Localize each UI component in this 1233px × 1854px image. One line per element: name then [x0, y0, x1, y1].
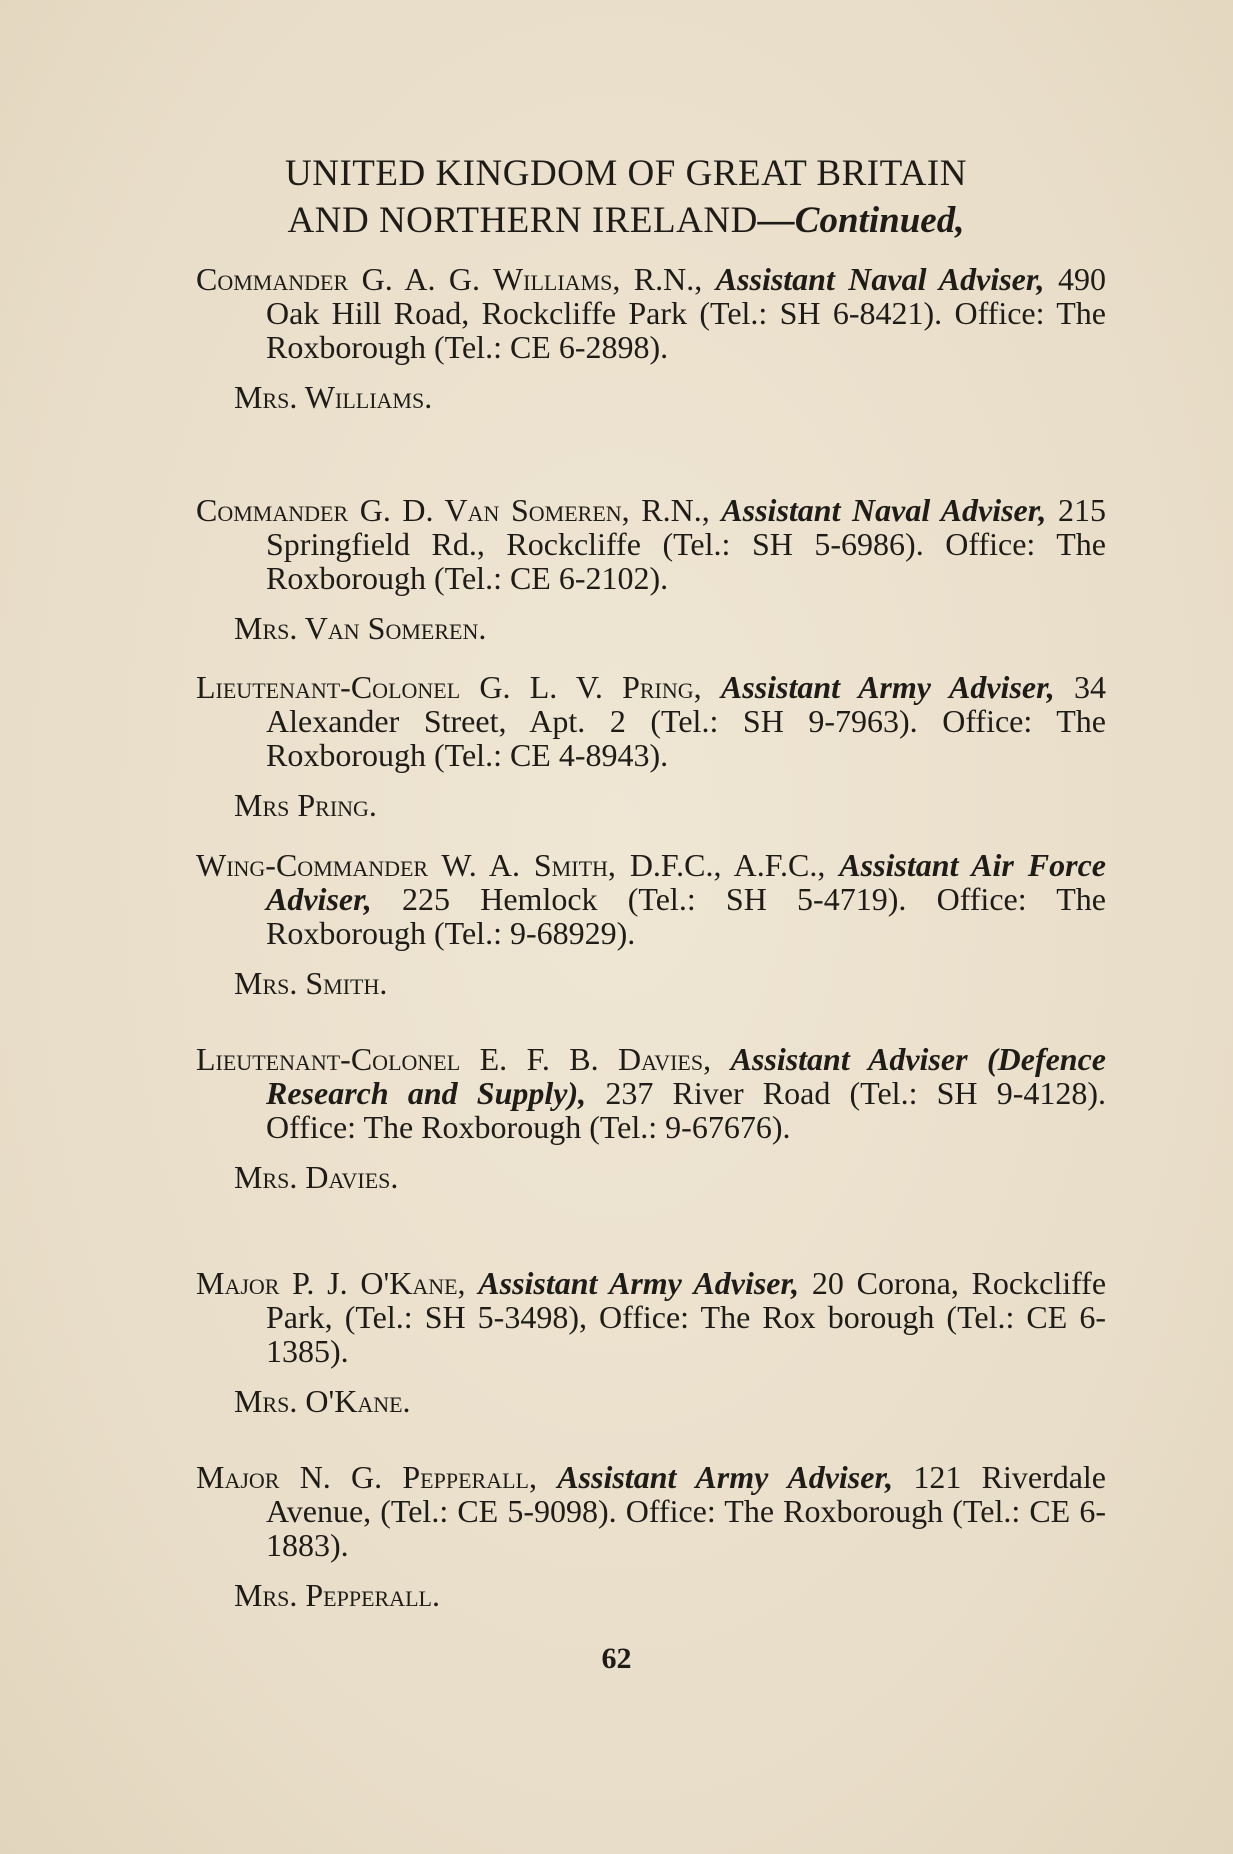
page-heading	[196, 150, 1056, 244]
entry-text	[196, 262, 1106, 364]
entry-spouse: Mrs. Smith.	[234, 965, 388, 1001]
entry-davies	[196, 1042, 1106, 1194]
page-number: 62	[601, 1642, 632, 1675]
entry-van-someren	[196, 493, 1106, 645]
entry-spouse: Mrs. O'Kane.	[234, 1383, 411, 1419]
heading-line-1: UNITED KINGDOM OF GREAT BRITAIN	[285, 153, 967, 194]
heading-line-2-text: AND NORTHERN IRELAND	[287, 200, 758, 241]
entry-text	[196, 1042, 1106, 1144]
entry-title: Assistant Army Adviser,	[478, 1265, 800, 1301]
entry-details: 237 River Road (Tel.: SH 9-4128). Office: The Roxborough (Tel.: 9-67676).	[266, 1075, 1107, 1145]
entry-title: Assistant Naval Adviser,	[721, 492, 1047, 528]
entry-pepperall	[196, 1460, 1106, 1612]
entry-spouse: Mrs. Pepperall.	[234, 1577, 440, 1613]
entry-rank-name: Lieutenant-Colonel G. L. V. Pring,	[196, 669, 702, 705]
entry-rank-name: Commander G. A. G. Williams, R.N.,	[196, 261, 703, 297]
entry-title: Assistant Army Adviser,	[720, 669, 1055, 705]
entry-okane	[196, 1266, 1106, 1418]
entry-rank-name: Major N. G. Pepperall,	[196, 1459, 537, 1495]
entry-details: 34 Alexander Street, Apt. 2 (Tel.: SH 9-7963). Office: The Roxborough (Tel.: CE 4-8943).	[266, 669, 1107, 773]
entry-text	[196, 848, 1106, 950]
entry-details: 490 Oak Hill Road, Rockcliffe Park (Tel.: SH 6-8421). Office: The Roxborough (Tel.: CE 6-2898).	[266, 261, 1107, 365]
entry-text	[196, 1460, 1106, 1562]
entry-title: Assistant Air Force Adviser,	[266, 847, 1106, 917]
entry-details: 20 Corona, Rockcliffe Park, (Tel.: SH 5-3498), Office: The Rox borough (Tel.: CE 6-1385).	[266, 1265, 1107, 1369]
entry-details: 225 Hemlock (Tel.: SH 5-4719). Office: The Roxborough (Tel.: 9-68929).	[266, 881, 1107, 951]
entry-spouse: Mrs Pring.	[234, 787, 377, 823]
entry-details: 121 Riverdale Avenue, (Tel.: CE 5-9098). Office: The Roxborough (Tel.: CE 6-1883).	[266, 1459, 1106, 1563]
entry-rank-name: Lieutenant-Colonel E. F. B. Davies,	[196, 1041, 712, 1077]
entry-rank-name: Major P. J. O'Kane,	[196, 1265, 466, 1301]
entry-text	[196, 1266, 1106, 1368]
entry-spouse: Mrs. Williams.	[234, 379, 433, 415]
entry-williams	[196, 262, 1106, 414]
entry-spouse: Mrs. Davies.	[234, 1159, 399, 1195]
entry-pring	[196, 670, 1106, 822]
entry-title: Assistant Adviser (Defence Research and Supply),	[266, 1041, 1107, 1111]
entry-title: Assistant Army Adviser,	[557, 1459, 894, 1495]
entry-text	[196, 493, 1106, 595]
entry-title: Assistant Naval Adviser,	[715, 261, 1045, 297]
entry-smith	[196, 848, 1106, 1000]
entry-text	[196, 670, 1106, 772]
entry-details: 215 Springfield Rd., Rockcliffe (Tel.: SH 5-6986). Office: The Roxborough (Tel.: CE 6-2102).	[266, 492, 1107, 596]
entry-rank-name: Wing-Commander W. A. Smith, D.F.C., A.F.C.,	[196, 847, 826, 883]
heading-continued: —Continued,	[757, 200, 965, 241]
heading-line-2	[196, 197, 1056, 244]
entry-spouse: Mrs. Van Someren.	[234, 610, 487, 646]
entry-rank-name: Commander G. D. Van Someren, R.N.,	[196, 492, 710, 528]
